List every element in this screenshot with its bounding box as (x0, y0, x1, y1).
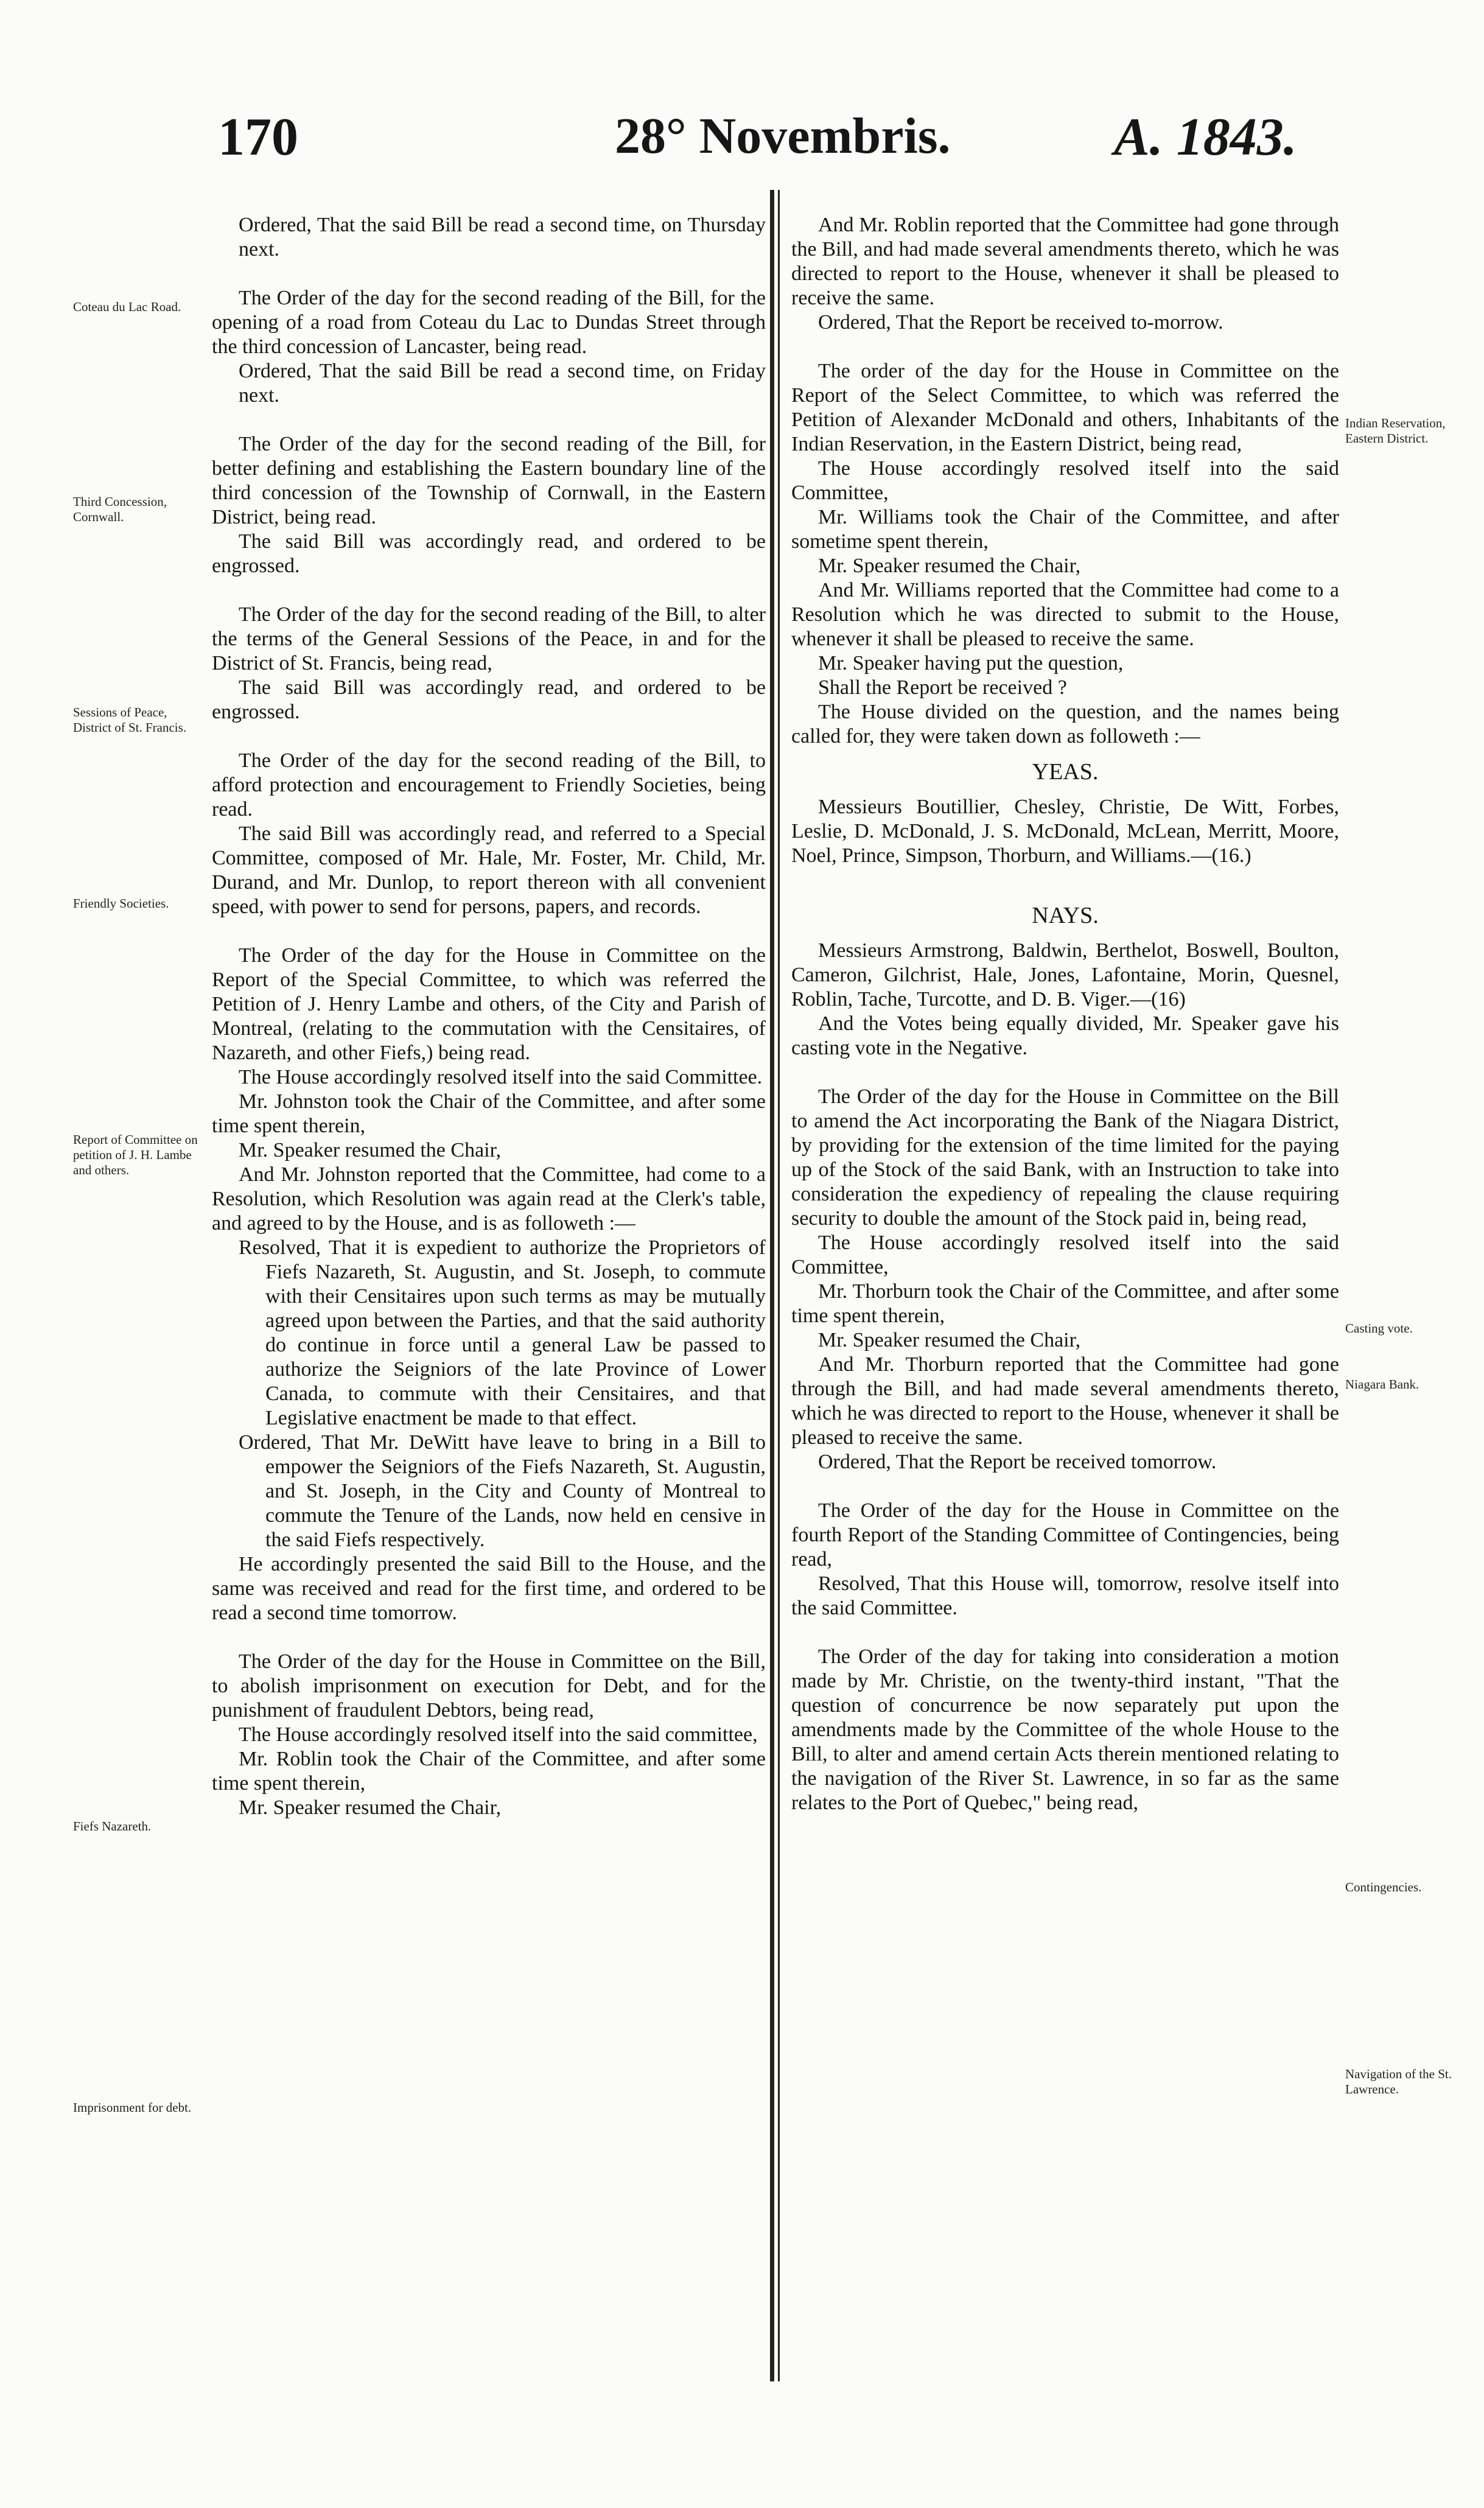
margin-note-nazareth: Fiefs Nazareth. (73, 1819, 152, 1834)
paragraph: The Order of the day for the second reading of the Bill, to alter the terms of the General Sessions of the Peace, in and for the District of St. Francis, being read, (212, 603, 766, 674)
paragraph: The House accordingly resolved itself into the said Committee, (791, 457, 1339, 504)
paragraph: The House accordingly resolved itself into the said committee, (239, 1723, 758, 1746)
paragraph: The Order of the day for the House in Committee on the Report of the Special Committee, to which was referred the Petition of J. Henry Lambe and others, of the City and Parish of Montreal, (relating to the commutation with the Censitaires, of Nazareth, and other Fiefs,) being read. (212, 944, 766, 1064)
column-divider-thin (778, 190, 780, 2381)
paragraph: And Mr. Roblin reported that the Committee had gone through the Bill, and had made several amendments thereto, which he was directed to report to the House, whenever it shall be pleased to receive the same. (791, 214, 1339, 309)
paragraph: Ordered, That the Report be received tomorrow. (818, 1451, 1217, 1473)
paragraph: Mr. Speaker resumed the Chair, (239, 1796, 502, 1819)
paragraph: The order of the day for the House in Committee on the Report of the Select Committee, to which was referred the Petition of Alexander McDonald and others, Inhabitants of the Indian Reservation, in the Eastern District, being read, (791, 360, 1339, 455)
paragraph: Mr. Speaker having put the question, (818, 652, 1124, 674)
column-divider (770, 190, 774, 2381)
left-column (212, 213, 766, 1820)
paragraph: And Mr. Thorburn reported that the Committee had gone through the Bill, and had made several amendments thereto, which he was directed to report to the House, whenever it shall be pleased to receive the same. (791, 1353, 1339, 1449)
margin-note-navigation: Navigation of the St. Lawrence. (1345, 2067, 1452, 2096)
margin-note-casting: Casting vote. (1345, 1321, 1413, 1336)
paragraph: The Order of the day for the second reading of the Bill, for the opening of a road from Coteau du Lac to Dundas Street through the third concession of Lancaster, being read. (212, 287, 766, 358)
paragraph: The House accordingly resolved itself into the said Committee, (791, 1231, 1339, 1278)
paragraph: Mr. Speaker resumed the Chair, (239, 1139, 502, 1161)
paragraph: Mr. Speaker resumed the Chair, (818, 1329, 1081, 1351)
page-number: 170 (218, 108, 298, 167)
paragraph: Mr. Williams took the Chair of the Committee, and after sometime spent therein, (791, 506, 1339, 553)
paragraph: Ordered, That the Report be received to-morrow. (818, 311, 1223, 334)
yeas-list: Messieurs Boutillier, Chesley, Christie, De Witt, Forbes, Leslie, D. McDonald, J. S. McDonald, McLean, Merritt, Moore, Noel, Prince, Simpson, Thorburn, and Williams.—(16.) (791, 796, 1339, 867)
paragraph: The Order of the day for the House in Committee on the fourth Report of the Standing Committee of Contingencies, being read, (791, 1499, 1339, 1571)
resolution: Resolved, That it is expedient to authorize the Proprietors of Fiefs Nazareth, St. Augustin, and St. Joseph, to commute with their Censitaires upon such terms as may be mutually agreed upon between the Parties, and that the said authority do continue in force until a general Law be passed to authorize the Seigniors of the late Province of Lower Canada, to commute with their Censitaires, and that Legislative enactment be made to that effect. (239, 1236, 766, 1429)
paragraph: Mr. Roblin took the Chair of the Committee, and after some time spent therein, (212, 1748, 766, 1795)
margin-note-sessions: Sessions of Peace, District of St. Francis. (73, 705, 187, 735)
page-year: A. 1843. (1114, 108, 1297, 167)
paragraph: Shall the Report be received ? (818, 676, 1067, 699)
margin-note-friendly: Friendly Societies. (73, 896, 169, 911)
margin-note-report: Report of Committee on petition of J. H. Lambe and others. (73, 1132, 198, 1177)
page-date: 28° Novembris. (615, 108, 951, 164)
margin-note-indian: Indian Reservation, Eastern District. (1345, 416, 1446, 446)
margin-note-coteau: Coteau du Lac Road. (73, 299, 181, 314)
order: Ordered, That Mr. DeWitt have leave to bring in a Bill to empower the Seigniors of the Fiefs Nazareth, St. Augustin, and St. Joseph, in the City and County of Montreal to commute the Tenure of the Lands, now held en censive in the said Fiefs respectively. (239, 1431, 766, 1551)
paragraph: He accordingly presented the said Bill to the House, and the same was received and read for the first time, and ordered to be read a second time tomorrow. (212, 1553, 766, 1624)
paragraph: Resolved, That this House will, tomorrow, resolve itself into the said Committee. (791, 1572, 1339, 1619)
paragraph: The Order of the day for the House in Committee on the Bill to amend the Act incorporating the Bank of the Niagara District, by providing for the extension of the time limited for the paying up of the Stock of the said Bank, with an Instruction to take into consideration the expediency of repealing the clause requiring security to double the amount of the Stock paid in, being read, (791, 1085, 1339, 1230)
paragraph: The House divided on the question, and the names being called for, they were taken down as followeth :— (791, 701, 1339, 748)
paragraph: Ordered, That the said Bill be read a second time, on Friday next. (239, 360, 766, 407)
paragraph: The Order of the day for the second reading of the Bill, to afford protection and encouragement to Friendly Societies, being read. (212, 749, 766, 821)
paragraph: The Order of the day for the House in Committee on the Bill, to abolish imprisonment on execution for Debt, and for the punishment of fraudulent Debtors, being read, (212, 1650, 766, 1722)
paragraph: And the Votes being equally divided, Mr. Speaker gave his casting vote in the Negative. (791, 1012, 1339, 1059)
paragraph: And Mr. Williams reported that the Committee had come to a Resolution which he was directed to submit to the House, whenever it shall be pleased to receive the same. (791, 579, 1339, 650)
margin-note-imprisonment: Imprisonment for debt. (73, 2100, 192, 2115)
right-column (791, 213, 1339, 1815)
paragraph: The House accordingly resolved itself into the said Committee. (239, 1066, 763, 1088)
nays-list: Messieurs Armstrong, Baldwin, Berthelot, Boswell, Boulton, Cameron, Gilchrist, Hale, Jones, Lafontaine, Morin, Quesnel, Roblin, Tache, Turcotte, and D. B. Viger.—(16) (791, 939, 1339, 1011)
paragraph: And Mr. Johnston reported that the Committee, had come to a Resolution, which Resolution was again read at the Clerk's table, and agreed to by the House, and is as followeth :— (212, 1163, 766, 1235)
yeas-heading: YEAS. (1032, 759, 1099, 785)
paragraph: Mr. Johnston took the Chair of the Committee, and after some time spent therein, (212, 1090, 766, 1137)
paragraph: The said Bill was accordingly read, and referred to a Special Committee, composed of Mr. Hale, Mr. Foster, Mr. Child, Mr. Durand, and Mr. Dunlop, to report thereon with all convenient speed, with power to send for persons, papers, and records. (212, 822, 766, 918)
margin-note-third-concession: Third Concession, Cornwall. (73, 494, 167, 524)
nays-heading: NAYS. (1032, 903, 1099, 928)
margin-note-niagara: Niagara Bank. (1345, 1377, 1419, 1392)
paragraph: Mr. Thorburn took the Chair of the Committee, and after some time spent therein, (791, 1280, 1339, 1327)
paragraph: Mr. Speaker resumed the Chair, (818, 555, 1081, 577)
paragraph: The Order of the day for taking into consideration a motion made by Mr. Christie, on the twenty-third instant, "That the question of concurrence be now separately put upon the amendments made by the Committee of the whole House to the Bill, to alter and amend certain Acts therein mentioned relating to the navigation of the River St. Lawrence, in so far as the same relates to the Port of Quebec," being read, (791, 1645, 1339, 1814)
paragraph: The Order of the day for the second reading of the Bill, for better defining and establishing the Eastern boundary line of the third concession of the Township of Cornwall, in the Eastern District, being read. (212, 433, 766, 528)
margin-note-contingencies: Contingencies. (1345, 1880, 1422, 1894)
paragraph: Ordered, That the said Bill be read a second time, on Thursday next. (239, 214, 766, 261)
paragraph: The said Bill was accordingly read, and ordered to be engrossed. (212, 530, 766, 577)
paragraph: The said Bill was accordingly read, and ordered to be engrossed. (212, 676, 766, 723)
